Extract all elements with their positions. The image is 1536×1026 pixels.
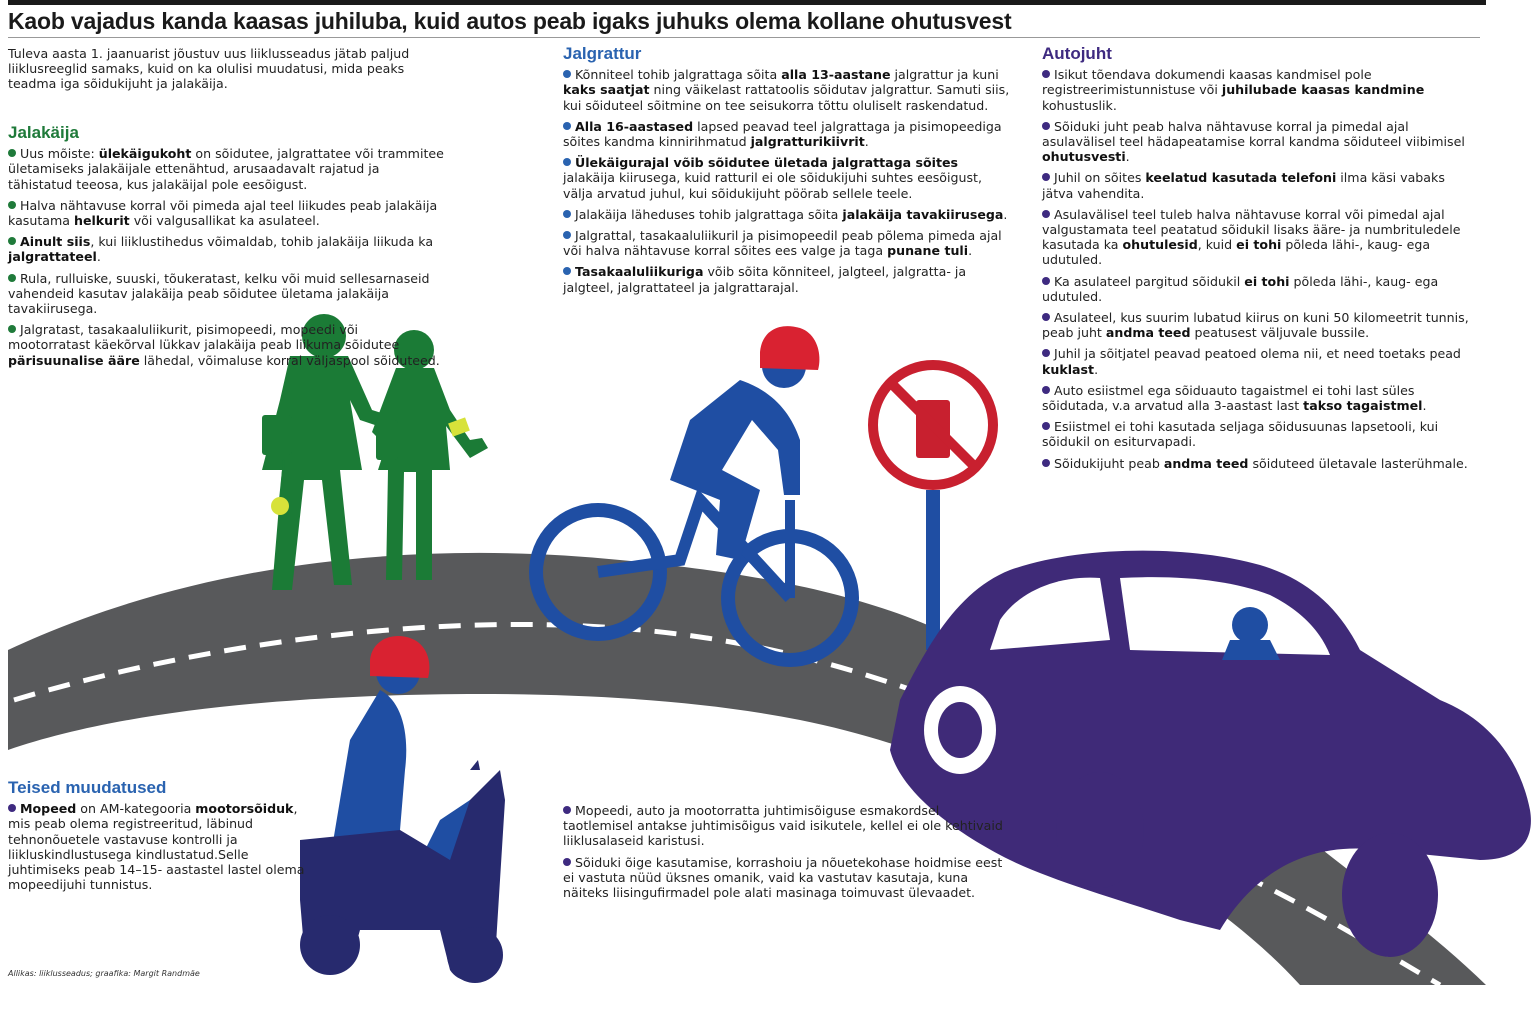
list-item: Ülekäigurajal võib sõidutee ületada jalgrattaga sõites jalakäija kiirusega, kuid ratturil ei ole sõidukijuhi suhtes eesõigust, välja arvatud juhul, kui sõidukijuht pöörab sellele teele. (563, 155, 982, 201)
emphasis-text: Tasakaaluliikuriga (575, 264, 704, 280)
emphasis-text: Ülekäigurajal võib sõidutee ületada jalgrattaga sõites (575, 155, 959, 171)
list-item: Jalgratast, tasakaaluliikurit, pisimopeedi, mopeedi või mootorratast käekõrval lükkav jalakäija peab liikuma sõidutee pärisuunalise ääre lähedal, võimaluse korral väljaspool sõiduteed. (8, 322, 440, 368)
section-teised (8, 780, 308, 898)
section-jalgrattur (563, 46, 1013, 301)
emphasis-text: mootorsõiduk (195, 801, 294, 817)
list-item: Sõidukijuht peab andma teed sõiduteed ületavale lasterühmale. (1042, 456, 1478, 471)
list-item: Esiistmel ei tohi kasutada seljaga sõidusuunas lapsetooli, kui sõidukil on esiturvapadi. (1042, 419, 1439, 450)
bullet-icon (563, 231, 571, 239)
heading-jalakaija: Jalakäija (8, 123, 79, 142)
list-jalakaija (8, 146, 444, 368)
bullet-icon (8, 804, 16, 812)
bullet-icon (563, 158, 571, 166)
emphasis-text: helkurit (73, 213, 130, 229)
bullet-icon (563, 858, 571, 866)
heading-jalgrattur: Jalgrattur (563, 44, 642, 63)
emphasis-text: Mopeed (20, 801, 77, 817)
emphasis-text: jalakäija tavakiirusega (842, 206, 1004, 222)
bullet-icon (8, 201, 16, 209)
list-item: Jalakäija läheduses tohib jalgrattaga sõita jalakäija tavakiirusega. (563, 207, 1013, 222)
emphasis-text: andma teed (1163, 455, 1249, 471)
list-item: Kõnniteel tohib jalgrattaga sõita alla 13-aastane jalgrattur ja kuni kaks saatjat ning väikelast rattatoolis sõidutav jalgrattur. Samuti siis, kui sõiduteel sõitmine on tee seisukorra tõttu oluliselt raskendatud. (563, 67, 1010, 113)
emphasis-text: punane tuli (887, 243, 969, 259)
list-item: Juhil ja sõitjatel peavad peatoed olema nii, et need toetaks pead kuklast. (1042, 346, 1461, 377)
bullet-icon (1042, 349, 1050, 357)
list-item: Halva nähtavuse korral või pimeda ajal teel liikudes peab jalakäija kasutama helkurit või valgusallikat ka asulateel. (8, 197, 438, 229)
bullet-icon (563, 70, 571, 78)
emphasis-text: juhilubade kaasas kandmine (1221, 82, 1425, 98)
list-item: Jalgrattal, tasakaaluliikuril ja pisimopeedil peab põlema pimeda ajal või halva nähtavuse korral sõites ees valge ja taga punane tuli. (563, 228, 1002, 259)
list-item: Asulateel, kus suurim lubatud kiirus on kuni 50 kilomeetrit tunnis, peab juht andma teed peatusest väljuvale bussile. (1042, 310, 1469, 341)
list-autojuht (1042, 67, 1478, 471)
bullet-icon (1042, 422, 1050, 430)
list-item: Isikut tõendava dokumendi kaasas kandmisel pole registreerimistunnistuse või juhilubade kaasas kandmine kohustuslik. (1042, 67, 1425, 113)
emphasis-text: ei tohi (1236, 237, 1282, 253)
bullet-icon (8, 274, 16, 282)
emphasis-text: pärisuunalise ääre (8, 352, 140, 368)
emphasis-text: Ainult siis (20, 234, 91, 250)
intro-block (8, 46, 442, 98)
bullet-icon (1042, 313, 1050, 321)
bullet-icon (1042, 459, 1050, 467)
heading-autojuht: Autojuht (1042, 44, 1112, 63)
list-item: Asulavälisel teel tuleb halva nähtavuse korral või pimedal ajal valgustamata teel peatatud sõidukil lisaks ääre- ja numbrituledele kasutada ka ohutulesid, kuid ei tohi põleda lähi-, kaug- ega udutuled. (1042, 206, 1461, 268)
bullet-icon (1042, 70, 1050, 78)
emphasis-text: jalgratturikiivrit (750, 134, 865, 150)
bullet-icon (8, 149, 16, 157)
emphasis-text: ohutusvesti (1042, 149, 1126, 165)
emphasis-text: keelatud kasutada telefoni (1145, 170, 1337, 186)
heading-teised: Teised muudatused (8, 778, 167, 797)
list-item: Ainult siis, kui liiklustihedus võimaldab, tohib jalakäija liikuda ka jalgrattateel. (8, 234, 434, 265)
bullet-icon (563, 210, 571, 218)
list-item: Tasakaaluliikuriga võib sõita kõnniteel, jalgteel, jalgratta- ja jalgteel, jalgrattateel ja jalgrattarajal. (563, 264, 967, 295)
list-item: Mopeedi, auto ja mootorratta juhtimisõiguse esmakordsel taotlemisel antakse juhtimisõigus vaid isikutele, kellel ei ole kehtivaid liiklusalaseid karistusi. (563, 803, 1003, 849)
emphasis-text: ei tohi (1244, 273, 1290, 289)
source-credit: Allikas: liiklusseadus; graafika: Margit Randmäe (8, 969, 200, 978)
bullet-icon (1042, 173, 1050, 181)
list-item: Alla 16-aastased lapsed peavad teel jalgrattaga ja pisimopeediga sõites kandma kinnirihmatud jalgratturikiivrit. (563, 118, 1002, 150)
list-teised (8, 801, 308, 892)
page-title: Kaob vajadus kanda kaasas juhiluba, kuid autos peab igaks juhuks olema kollane ohutusvest (8, 8, 1012, 34)
emphasis-text: ülekäigukoht (98, 146, 192, 162)
list-item: Sõiduki õige kasutamise, korrashoiu ja nõuetekohase hoidmise eest ei vastuta nüüd üksnes omanik, vaid ka vastutav kasutaja, kuna näiteks liisingufirmadel pole alati masinaga toimuvast ülevaadet. (563, 854, 1003, 901)
list-item: Ka asulateel pargitud sõidukil ei tohi põleda lähi-, kaug- ega udutuled. (1042, 273, 1439, 304)
bullet-icon (1042, 210, 1050, 218)
bullet-icon (563, 806, 571, 814)
bullet-icon (563, 267, 571, 275)
emphasis-text: Alla 16-aastased (575, 118, 694, 134)
bullet-icon (1042, 386, 1050, 394)
section-autojuht (1042, 46, 1478, 477)
emphasis-text: takso tagaistmel (1303, 398, 1423, 414)
list-jalgrattur (563, 67, 1013, 295)
bullet-icon (8, 325, 16, 333)
list-item: Sõiduki juht peab halva nähtavuse korral ja pimedal ajal asulavälisel teel hädapeatamise korral kandma sõiduteel viibimisel ohutusvesti. (1042, 118, 1465, 165)
emphasis-text: alla 13-aastane (781, 67, 891, 83)
list-item: Rula, rulluiske, suuski, tõukeratast, kelku või muid sellesarnaseid vahendeid kasutav jalakäija peab sõidutee ületama jalakäija tavakiirusega. (8, 270, 430, 317)
emphasis-text: kaks saatjat (563, 82, 650, 98)
bullet-icon (8, 237, 16, 245)
list-item: Juhil on sõites keelatud kasutada telefoni ilma käsi vabaks jätva vahendita. (1042, 170, 1445, 201)
emphasis-text: jalgrattateel (8, 249, 97, 265)
emphasis-text: ohutulesid (1122, 237, 1198, 253)
bullet-icon (1042, 277, 1050, 285)
intro-text: Tuleva aasta 1. jaanuarist jõustuv uus liiklusseadus jätab paljud liiklusreeglid samaks, kuid on ka olulisi muudatusi, mida peaks teadma iga sõidukijuht ja jalakäija. (8, 46, 410, 92)
section-teised-2 (563, 803, 1007, 906)
section-jalakaija (8, 125, 444, 374)
reflector-icon (271, 497, 289, 515)
emphasis-text: kuklast (1042, 361, 1095, 377)
list-teised-2 (563, 803, 1007, 900)
bullet-icon (1042, 122, 1050, 130)
list-item: Auto esiistmel ega sõiduauto tagaistmel ei tohi last süles sõidutada, v.a arvatud alla 3-aastast last takso tagaistmel. (1042, 382, 1427, 414)
emphasis-text: andma teed (1105, 325, 1191, 341)
bullet-icon (563, 122, 571, 130)
list-item: Mopeed on AM-kategooria mootorsõiduk, mis peab olema registreeritud, läbinud tehnonõuetele vastavuse kontrolli ja liikluskindlustusega kindlustatud.Selle juhtimiseks peab 14–15- aastastel lastel olema mopeedijuhi tunnistus. (8, 801, 305, 893)
list-item: Uus mõiste: ülekäigukoht on sõidutee, jalgrattatee või trammitee ületamiseks jalakäijale ettenähtud, arusaadavalt rajatud ja tähistatud teeosa, kus jalakäijal pole eesõigust. (8, 146, 444, 192)
